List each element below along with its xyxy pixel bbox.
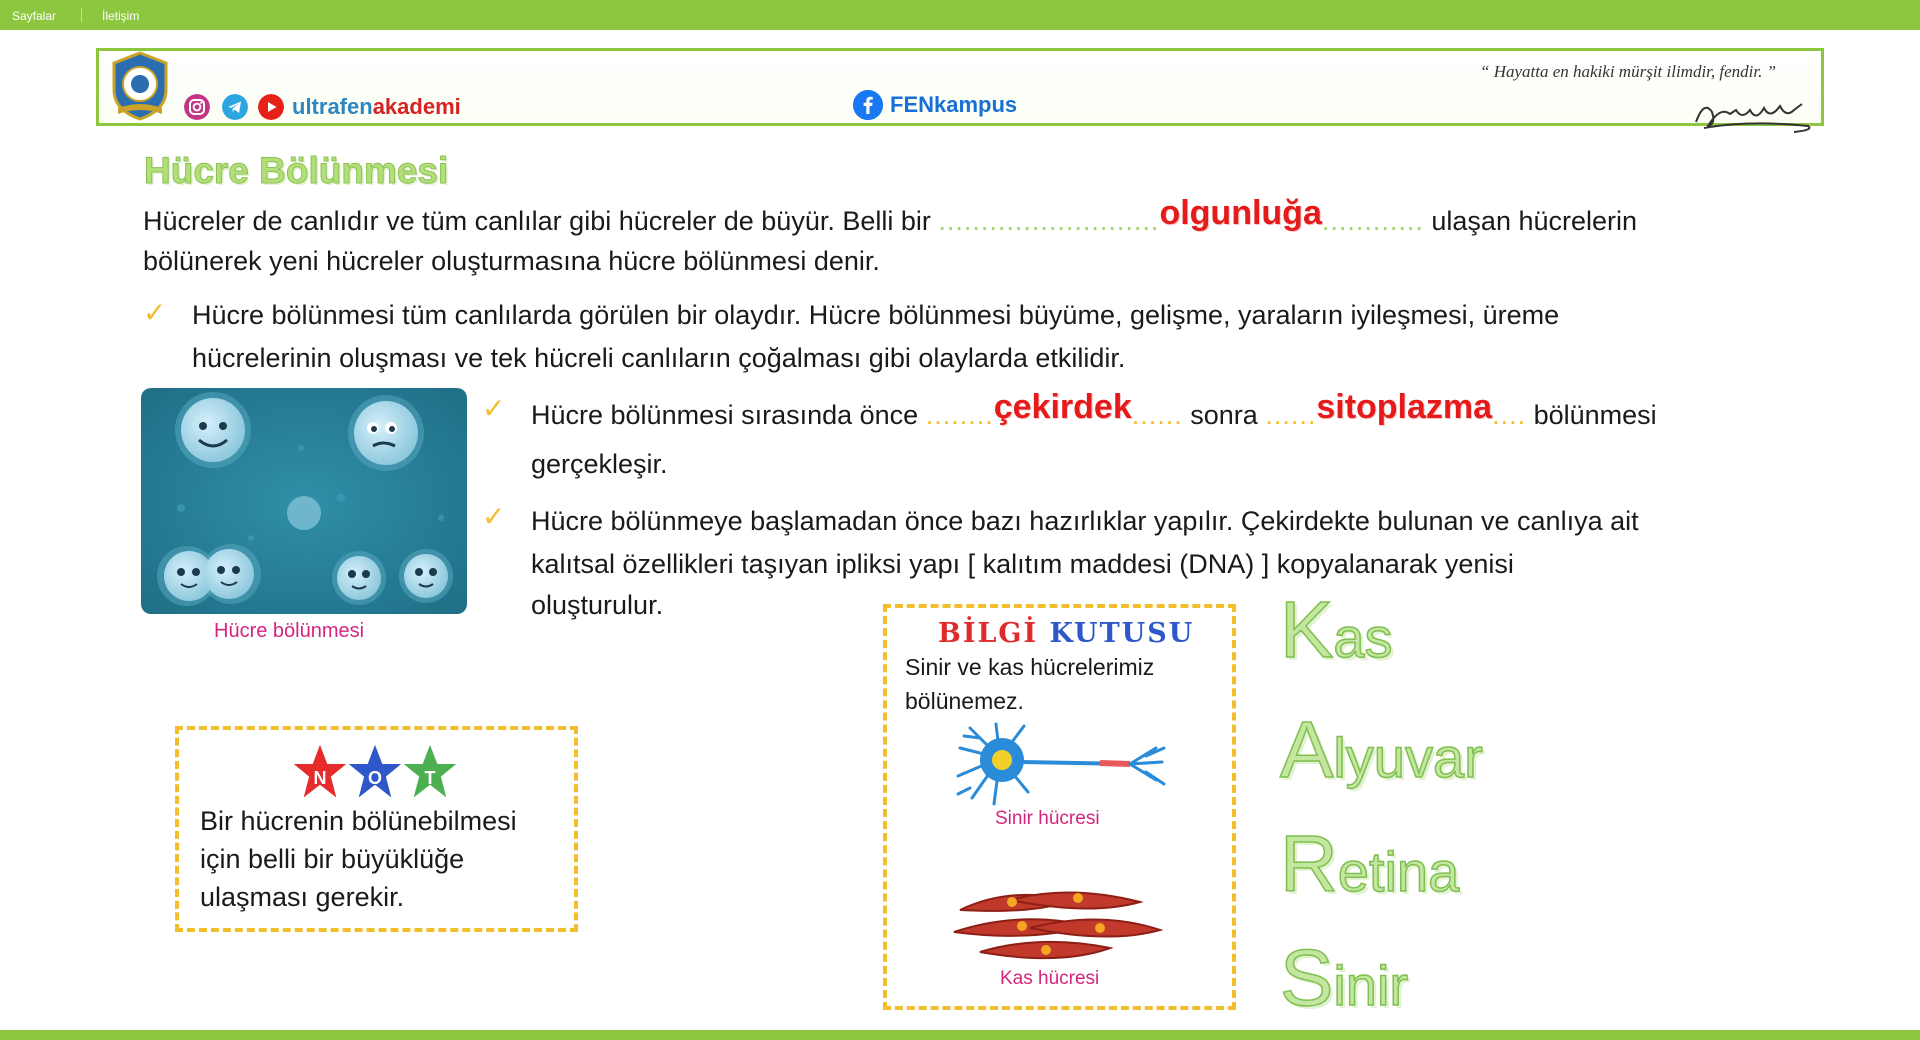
bullet-3-line-1: Hücre bölünmeye başlamadan önce bazı hazırlıklar yapılır. Çekirdekte bulunan ve canlıya ait — [531, 506, 1639, 536]
ataturk-signature — [1690, 92, 1820, 134]
kars-rest: inir — [1333, 954, 1409, 1017]
checkmark-icon: ✓ — [482, 392, 506, 425]
telegram-icon[interactable] — [222, 94, 248, 120]
bullet-1-line-2: hücrelerinin oluşması ve tek hücreli canlıların çoğalması gibi olaylarda etkilidir. — [192, 343, 1126, 373]
bottom-bar — [0, 1030, 1920, 1040]
nerve-cell-caption: Sinir hücresi — [995, 808, 1100, 829]
intro-text-1: Hücreler de canlıdır ve tüm canlılar gibi hücreler de büyür. Belli bir — [143, 206, 931, 236]
kars-word-sinir — [1280, 932, 1408, 1024]
star-o — [346, 742, 404, 800]
kars-initial: K — [1280, 585, 1334, 674]
kars-initial: A — [1280, 705, 1334, 794]
kars-word-retina — [1280, 818, 1459, 910]
muscle-cell-image — [950, 880, 1165, 972]
kars-word-alyuvar — [1280, 704, 1483, 796]
star-letter-t: T — [424, 768, 436, 788]
kars-rest: lyuvar — [1333, 726, 1483, 789]
answer-olgunluga: olgunluğa — [1159, 194, 1322, 232]
checkmark-icon: ✓ — [482, 500, 506, 533]
kars-word-kas — [1280, 584, 1393, 676]
fill-blank-dots: .... — [1492, 400, 1527, 430]
bilgi-line-2: bölünemez. — [905, 688, 1024, 714]
kars-rest: etina — [1337, 840, 1460, 903]
youtube-icon[interactable] — [258, 94, 284, 120]
brand-main: ultrafen — [292, 94, 373, 119]
page-title: Hücre Bölünmesi — [144, 150, 449, 191]
bilgi-text — [905, 650, 1154, 718]
fill-blank-dots: ...... — [1131, 400, 1183, 430]
nav-link-pages[interactable]: Sayfalar — [12, 9, 57, 23]
brand-accent: akademi — [372, 94, 461, 119]
star-letter-n: N — [313, 768, 327, 788]
not-stars-icon — [290, 740, 460, 806]
star-letter-o: O — [367, 768, 383, 788]
nav-separator — [81, 8, 82, 22]
star-n — [291, 742, 349, 800]
facebook-icon[interactable] — [853, 90, 883, 120]
bullet-2-text-3: bölünmesi — [1533, 400, 1657, 430]
bullet-2-text-2: sonra — [1190, 400, 1258, 430]
kars-rest: as — [1333, 606, 1393, 669]
ultrafen-logo — [104, 50, 176, 122]
cell-division-image — [141, 388, 467, 614]
answer-cekirdek: çekirdek — [993, 388, 1132, 426]
instagram-icon[interactable] — [184, 94, 210, 120]
intro-line-2: bölünerek yeni hücreler oluşturmasına hücre bölünmesi denir. — [143, 246, 880, 276]
fill-blank-dots: ........ — [925, 400, 994, 430]
bullet-2-text-1: Hücre bölünmesi sırasında önce — [531, 400, 919, 430]
fill-blank-dots: .......................... — [938, 206, 1160, 236]
star-t — [401, 742, 459, 800]
kars-initial: S — [1280, 933, 1334, 1022]
nav-link-contact[interactable]: İletişim — [102, 9, 140, 23]
header-quote: “ Hayatta en hakiki mürşit ilimdir, fendir. ” — [1480, 62, 1777, 81]
bilgi-title-part-1: BİLGİ — [938, 618, 1039, 649]
not-text — [200, 802, 517, 916]
bullet-3-line-2: kalıtsal özellikleri taşıyan ipliksi yapı [ kalıtım maddesi (DNA) ] kopyalanarak yenisi — [531, 549, 1514, 579]
kars-initial: R — [1280, 819, 1338, 908]
intro-line-1 — [143, 194, 1638, 243]
top-nav-bar — [0, 0, 1920, 30]
brand-name[interactable] — [292, 94, 461, 120]
nerve-cell-image — [950, 718, 1170, 810]
not-line-3: ulaşması gerekir. — [200, 882, 405, 912]
bilgi-kutusu-title — [938, 618, 1194, 649]
image-caption: Hücre bölünmesi — [214, 620, 365, 642]
checkmark-icon: ✓ — [143, 296, 167, 329]
fill-blank-dots: ............ — [1321, 206, 1424, 236]
muscle-cell-caption: Kas hücresi — [1000, 968, 1100, 989]
fill-blank-dots: ...... — [1265, 400, 1317, 430]
bullet-2-line-2: gerçekleşir. — [531, 449, 668, 479]
bilgi-title-part-2: KUTUSU — [1049, 618, 1195, 649]
not-line-1: Bir hücrenin bölünebilmesi — [200, 806, 517, 836]
answer-sitoplazma: sitoplazma — [1316, 388, 1493, 426]
fenkampus-link[interactable]: FENkampus — [890, 92, 1018, 117]
bullet-3-line-3: oluşturulur. — [531, 590, 664, 620]
bullet-1-line-1: Hücre bölünmesi tüm canlılarda görülen bir olaydır. Hücre bölünmesi büyüme, gelişme, yaraların iyileşmesi, üreme — [192, 300, 1560, 330]
not-line-2: için belli bir büyüklüğe — [200, 844, 465, 874]
bilgi-line-1: Sinir ve kas hücrelerimiz — [905, 654, 1155, 680]
bullet-2-line-1 — [531, 388, 1657, 437]
intro-text-2: ulaşan hücrelerin — [1431, 206, 1638, 236]
